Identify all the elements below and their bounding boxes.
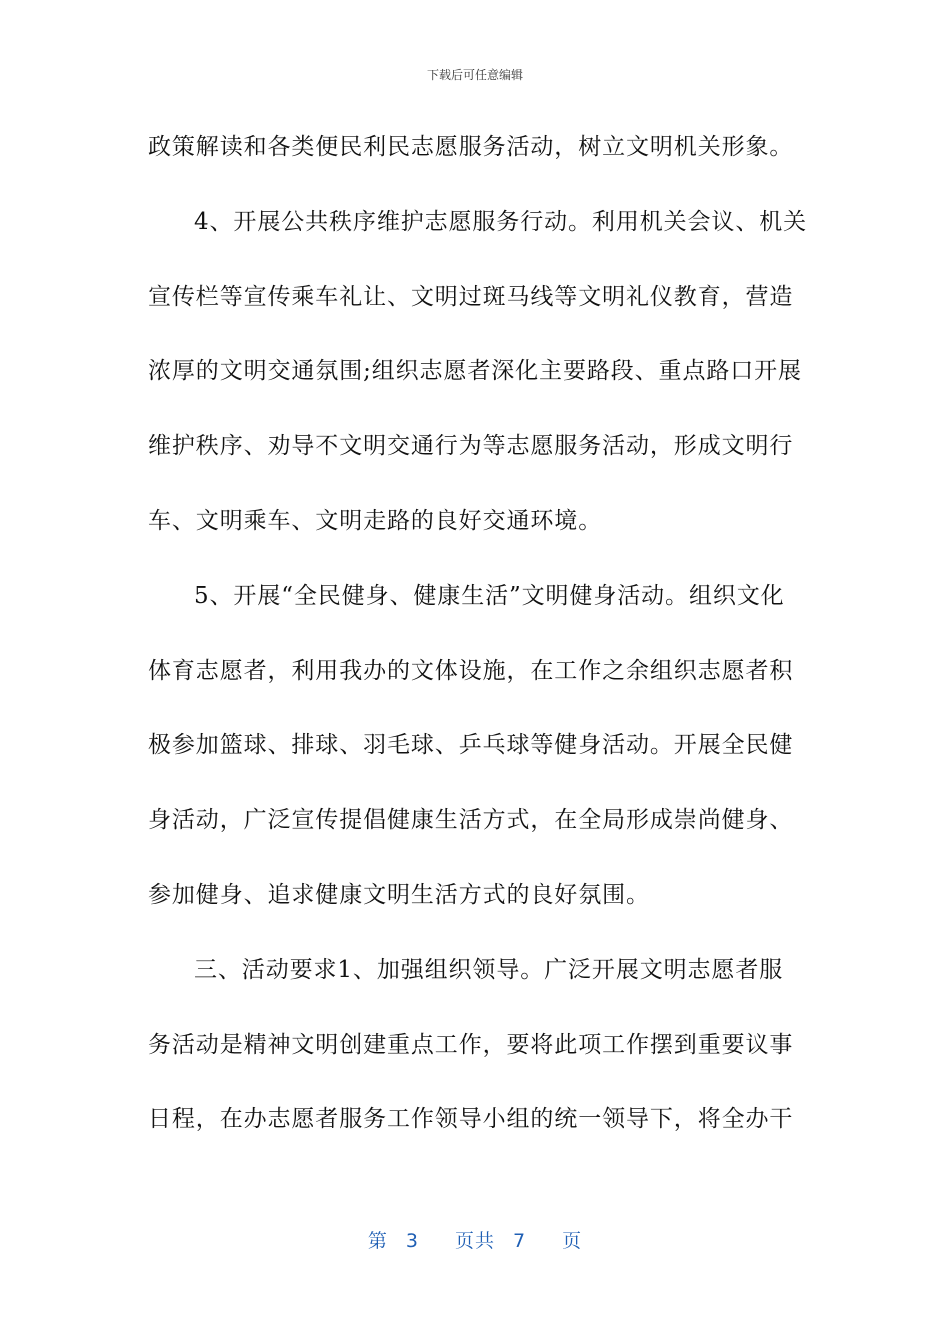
footer-prefix: 第 (367, 1230, 388, 1252)
text-line: 浓厚的文明交通氛围;组织志愿者深化主要路段、重点路口开展 (148, 358, 802, 385)
document-body (148, 110, 808, 1157)
text-line: 车、文明乘车、文明走路的良好交通环境。 (148, 507, 603, 534)
text-line: 政策解读和各类便民利民志愿服务活动，树立文明机关形象。 (148, 134, 794, 160)
text-line: 5、开展“全民健身、健康生活”文明健身活动。组织文化 (194, 582, 785, 609)
text-line: 参加健身、追求健康文明生活方式的良好氛围。 (148, 881, 650, 908)
footer-current-page: 3 (405, 1230, 419, 1252)
text-line: 务活动是精神文明创建重点工作，要将此项工作摆到重要议事 (148, 1031, 794, 1058)
text-line: 宣传栏等宣传乘车礼让、文明过斑马线等文明礼仪教育，营造 (148, 283, 794, 310)
footer-middle: 页共 (454, 1230, 495, 1252)
text-line: 日程，在办志愿者服务工作领导小组的统一领导下，将全办干 (148, 1106, 794, 1133)
text-line: 三、活动要求1、加强组织领导。广泛开展文明志愿者服 (194, 956, 784, 983)
text-line: 身活动，广泛宣传提倡健康生活方式，在全局形成崇尚健身、 (148, 807, 794, 834)
page-header: 下载后可任意编辑 (426, 68, 523, 82)
text-line: 4、开展公共秩序维护志愿服务行动。利用机关会议、机关 (194, 208, 808, 235)
footer-suffix: 页 (562, 1230, 583, 1252)
text-line: 极参加篮球、排球、羽毛球、乒乓球等健身活动。开展全民健 (148, 732, 794, 759)
text-line: 体育志愿者，利用我办的文体设施，在工作之余组织志愿者积 (148, 657, 794, 684)
text-line: 维护秩序、劝导不文明交通行为等志愿服务活动，形成文明行 (148, 433, 794, 460)
page-footer (0, 1226, 950, 1253)
footer-total-pages: 7 (513, 1230, 527, 1252)
